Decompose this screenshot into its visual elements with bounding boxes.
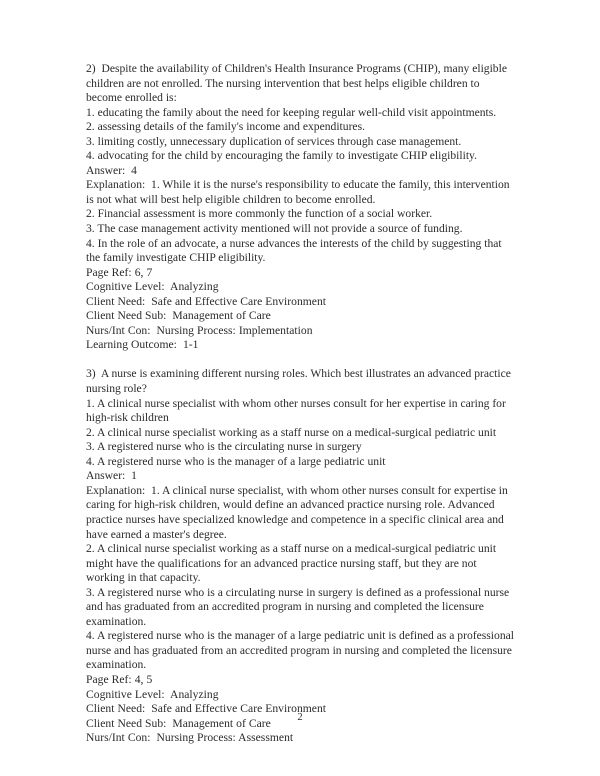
metadata-cognitive-level: Cognitive Level: Analyzing — [86, 687, 219, 701]
section-spacer — [86, 353, 514, 368]
question-stem: 3) A nurse is examining different nursing roles. Which best illustrates an advanced practice nursing role? — [86, 367, 514, 396]
explanation-paragraph: Explanation: 1. A clinical nurse specialist, with whom other nurses consult for expertise in caring for high-risk children, would define an advanced practice nursing role. Advanced practice nurses have specialized knowledge and competence in a specific clinical area and have earned a master's degree. — [86, 483, 511, 541]
explanation-paragraph: 3. A registered nurse who is a circulating nurse in surgery is defined as a professional nurse and has graduated from an accredited program in nursing and completed the licensure examination. — [86, 585, 513, 628]
metadata-page-ref: Page Ref: 6, 7 — [86, 265, 153, 279]
question-option: 4. advocating for the child by encouraging the family to investigate CHIP eligibility. — [86, 149, 477, 163]
question-stem: 2) Despite the availability of Children's Health Insurance Programs (CHIP), many eligible children are not enrolled. The nursing intervention that best helps eligible children to become enrolled is: — [86, 62, 510, 105]
question-block-3 — [86, 367, 517, 745]
metadata-nurs-int-con: Nurs/Int Con: Nursing Process: Implementation — [86, 323, 313, 337]
question-option: 1. A clinical nurse specialist with whom other nurses consult for her expertise in caring for high-risk children — [86, 396, 509, 425]
question-option: 1. educating the family about the need for keeping regular well-child visit appointments. — [86, 105, 497, 119]
explanation-paragraph: 2. Financial assessment is more commonly the function of a social worker. — [86, 207, 433, 221]
question-option: 3. A registered nurse who is the circulating nurse in surgery — [86, 440, 362, 454]
answer-line: Answer: 4 — [86, 163, 137, 177]
page-number: 2 — [297, 712, 303, 723]
metadata-nurs-int-con: Nurs/Int Con: Nursing Process: Assessment — [86, 731, 294, 745]
page-text-column — [86, 62, 517, 746]
explanation-paragraph: 4. A registered nurse who is the manager of a large pediatric unit is defined as a professional nurse and has graduated from an accredited program in nursing and completed the licensure examination. — [86, 629, 517, 672]
explanation-paragraph: 2. A clinical nurse specialist working as a staff nurse on a medical-surgical pediatric unit might have the qualifications for an advanced practice nursing staff, but they are not working in that capacity. — [86, 542, 499, 585]
metadata-client-need: Client Need: Safe and Effective Care Environment — [86, 294, 327, 308]
question-option: 2. A clinical nurse specialist working as a staff nurse on a medical-surgical pediatric unit — [86, 425, 497, 439]
answer-line: Answer: 1 — [86, 469, 137, 483]
question-option: 4. A registered nurse who is the manager of a large pediatric unit — [86, 454, 386, 468]
explanation-paragraph: 3. The case management activity mentioned will not provide a source of funding. — [86, 222, 463, 236]
metadata-client-need: Client Need: Safe and Effective Care Environment — [86, 702, 327, 716]
metadata-cognitive-level: Cognitive Level: Analyzing — [86, 280, 219, 294]
metadata-client-need-sub: Client Need Sub: Management of Care — [86, 716, 271, 730]
question-option: 2. assessing details of the family's income and expenditures. — [86, 120, 365, 134]
explanation-paragraph: Explanation: 1. While it is the nurse's responsibility to educate the family, this intervention is not what will best help eligible children to become enrolled. — [86, 178, 513, 206]
metadata-client-need-sub: Client Need Sub: Management of Care — [86, 309, 271, 323]
question-block-2 — [86, 62, 514, 353]
question-option: 3. limiting costly, unnecessary duplication of services through case management. — [86, 134, 462, 148]
metadata-learning-outcome: Learning Outcome: 1-1 — [86, 338, 199, 352]
explanation-paragraph: 4. In the role of an advocate, a nurse advances the interests of the child by suggesting that the family investigate CHIP eligibility. — [86, 236, 505, 265]
metadata-page-ref: Page Ref: 4, 5 — [86, 672, 153, 686]
